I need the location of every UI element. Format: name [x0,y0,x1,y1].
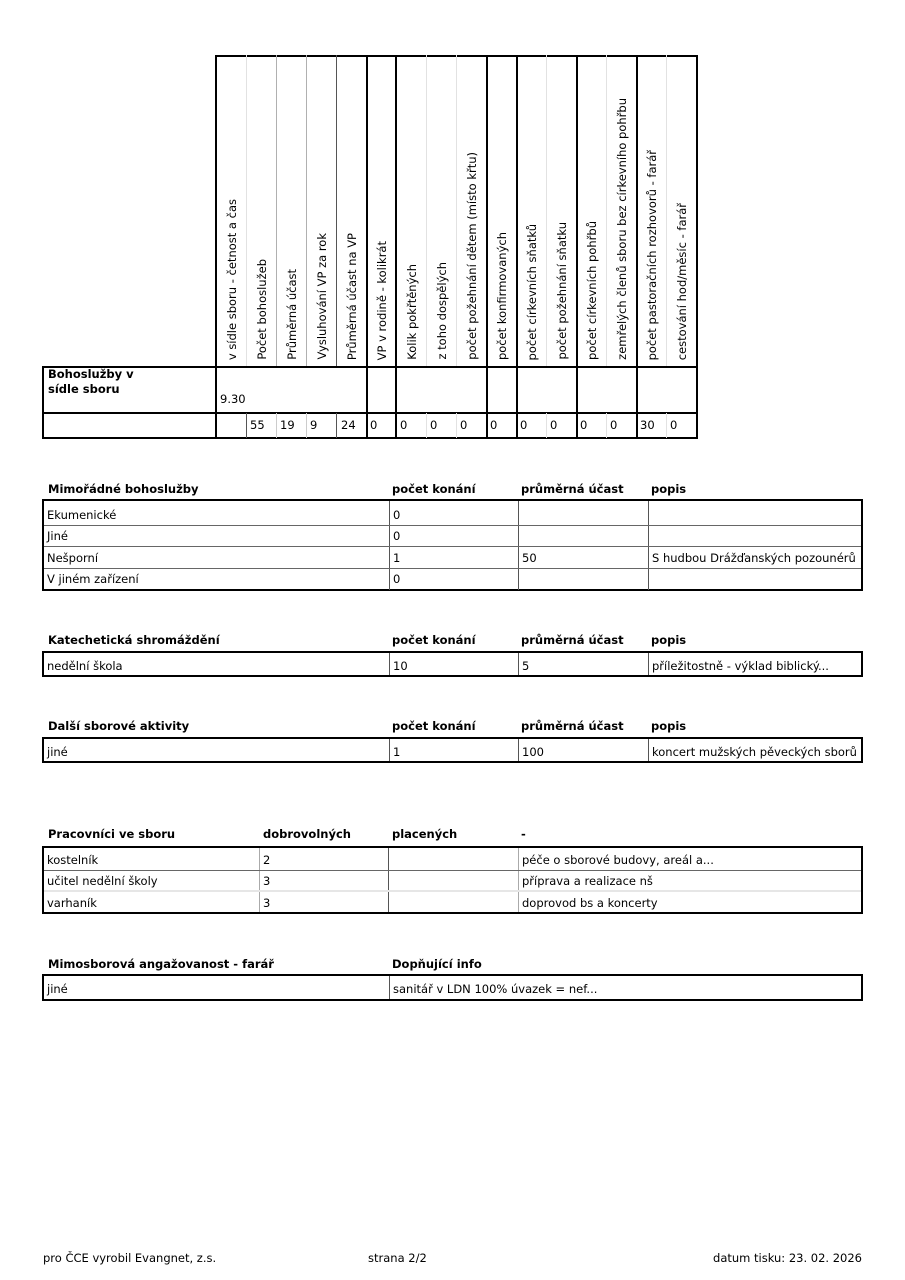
header-child-blessings: počet požehnání dětem (místo křtu) [465,152,479,360]
cell-desc [648,569,861,590]
column-header-avg: průměrná účast [521,719,624,733]
col-divider [426,413,427,438]
cell-avg [518,501,648,525]
col-divider [276,413,277,438]
cell-desc: příležitostně - výklad biblický... [648,653,861,675]
column-header-volunteer: dobrovolných [263,827,351,841]
cell-paid [388,871,518,890]
cell-name: jiné [47,982,68,996]
cell-name: nedělní škola [47,659,123,673]
header-service-count: Počet bohoslužeb [255,259,269,360]
header-adults: z toho dospělých [435,262,449,360]
col-divider [336,413,337,438]
table-border-bottom [42,437,698,439]
cell-avg: 100 [518,739,648,761]
catechetical-table [42,651,863,677]
header-baptized: Kolik pokřtěných [405,264,419,360]
column-header-avg: průměrná účast [521,482,624,496]
table-row [44,547,861,569]
col-divider [306,413,307,438]
service-time-value: 9.30 [220,392,246,406]
column-header-desc: popis [651,482,687,496]
cell-name: V jiném zařízení [47,572,139,586]
cell-desc [648,501,861,525]
col-divider [606,413,607,438]
column-header-avg: průměrná účast [521,633,624,647]
cell-name: Ekumenické [47,508,117,522]
value-pastoral-talks: 30 [640,418,655,432]
cell-desc: koncert mužských pěveckých sborů [648,739,861,761]
cell-count: 0 [389,501,518,525]
table-row [44,871,861,892]
external-engagement-table [42,974,863,1001]
table-border-mid [42,366,698,368]
column-header-paid: placených [392,827,458,841]
cell-avg: 50 [518,547,648,568]
footer-producer: pro ČCE vyrobil Evangnet, z.s. [43,1251,217,1265]
header-confirmed: počet konfirmovaných [495,231,509,360]
value-travel-hours: 0 [670,418,678,432]
table-row [44,739,861,761]
cell-volunteer: 3 [259,871,388,890]
value-baptized: 0 [400,418,408,432]
table-row [44,848,861,871]
value-child-blessings: 0 [460,418,468,432]
cell-avg: 5 [518,653,648,675]
cell-volunteer: 3 [259,892,388,912]
other-activities-table [42,737,863,763]
col-divider [456,413,457,438]
value-weddings: 0 [520,418,528,432]
cell-name: Nešporní [47,551,99,565]
value-wedding-blessings: 0 [550,418,558,432]
header-deceased-no-funeral: zemřelých členů sboru bez církevního pohřbu [615,98,629,360]
header-communion-family: VP v rodině - kolikrát [375,240,389,360]
column-header-desc: popis [651,719,687,733]
section-title: Katechetická shromáždění [48,633,220,647]
cell-volunteer: 2 [259,848,388,870]
cell-info: sanitář v LDN 100% úvazek = nef... [389,976,861,999]
col-divider [546,413,547,438]
cell-name: jiné [47,745,68,759]
header-communion-per-year: Vysluhování VP za rok [315,233,329,360]
value-deceased-no-funeral: 0 [610,418,618,432]
header-weddings: počet církevních sňatků [525,223,539,360]
cell-count: 0 [389,526,518,546]
row-label-line: Bohoslužby v [48,367,134,381]
section-title: Mimořádné bohoslužby [48,482,199,496]
table-row [44,892,861,912]
cell-count: 0 [389,569,518,590]
cell-name: Jiné [47,529,68,543]
column-header-desc: - [521,827,526,841]
cell-paid [388,848,518,870]
table-row [44,653,861,675]
cell-desc: doprovod bs a koncerty [518,892,861,912]
value-service-count: 55 [250,418,265,432]
table-border-left [42,366,44,439]
row-label-services [48,367,134,396]
cell-desc: S hudbou Drážďanských pozounérů [648,547,861,568]
section-title: Pracovníci ve sboru [48,827,176,841]
cell-count: 1 [389,547,518,568]
header-wedding-blessings: počet požehnání sňatku [555,222,569,360]
cell-avg [518,526,648,546]
column-header-count: počet konání [392,719,476,733]
column-header-info: Dopňující info [392,957,482,971]
table-row [44,569,861,590]
cell-desc [648,526,861,546]
value-communion-per-year: 9 [310,418,318,432]
value-communion-family: 0 [370,418,378,432]
cell-name: učitel nedělní školy [47,874,158,888]
table-row [44,976,861,999]
row-label-line: sídle sboru [48,381,120,396]
header-frequency-time: v sídle sboru - četnost a čas [225,198,239,360]
footer-print-date: datum tisku: 23. 02. 2026 [713,1251,862,1265]
cell-name: varhaník [47,896,97,910]
section-title: Další sborové aktivity [48,719,190,733]
cell-paid [388,892,518,912]
col-divider [666,413,667,438]
table-row [44,526,861,547]
value-adults: 0 [430,418,438,432]
cell-avg [518,569,648,590]
header-travel-hours: cestování hod/měsíc - farář [675,202,689,360]
value-funerals: 0 [580,418,588,432]
header-pastoral-talks: počet pastoračních rozhovorů - farář [645,149,659,360]
value-confirmed: 0 [490,418,498,432]
cell-name: kostelník [47,853,99,867]
cell-desc: příprava a realizace nš [518,871,861,890]
cell-desc: péče o sborové budovy, areál a... [518,848,861,870]
table-row [44,501,861,526]
cell-count: 10 [389,653,518,675]
header-funerals: počet církevních pohřbů [585,221,599,360]
section-title: Mimosborová angažovanost - farář [48,957,274,971]
value-avg-attendance: 19 [280,418,295,432]
cell-count: 1 [389,739,518,761]
footer-page-number: strana 2/2 [368,1251,427,1265]
value-communion-avg: 24 [341,418,356,432]
special-services-table [42,499,863,591]
header-avg-attendance: Průměrná účast [285,269,299,360]
column-header-count: počet konání [392,633,476,647]
workers-table [42,846,863,914]
column-header-desc: popis [651,633,687,647]
col-divider [246,413,247,438]
column-header-count: počet konání [392,482,476,496]
header-communion-avg: Průměrná účast na VP [345,232,359,360]
